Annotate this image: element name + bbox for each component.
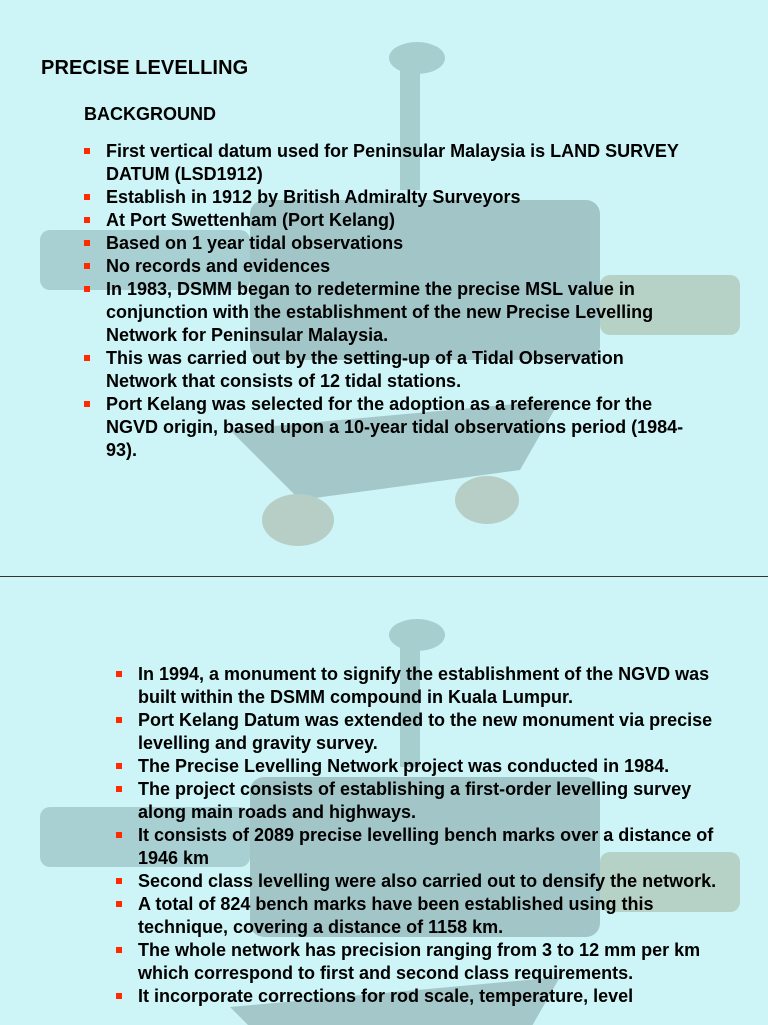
bullet-list — [84, 140, 684, 462]
bullet-list — [116, 663, 726, 1008]
list-item: The whole network has precision ranging from 3 to 12 mm per km which correspond to first and second class requirements. — [116, 939, 726, 985]
list-item: It incorporate corrections for rod scale, temperature, level — [116, 985, 726, 1008]
list-item: At Port Swettenham (Port Kelang) — [84, 209, 684, 232]
list-item: This was carried out by the setting-up of a Tidal Observation Network that consists of 12 tidal stations. — [84, 347, 684, 393]
list-item: Second class levelling were also carried out to densify the network. — [116, 870, 726, 893]
list-item: The Precise Levelling Network project was conducted in 1984. — [116, 755, 726, 778]
list-item: The project consists of establishing a first-order levelling survey along main roads and highways. — [116, 778, 726, 824]
list-item: Port Kelang Datum was extended to the new monument via precise levelling and gravity survey. — [116, 709, 726, 755]
list-item: Based on 1 year tidal observations — [84, 232, 684, 255]
list-item: In 1994, a monument to signify the establishment of the NGVD was built within the DSMM compound in Kuala Lumpur. — [116, 663, 726, 709]
list-item: It consists of 2089 precise levelling bench marks over a distance of 1946 km — [116, 824, 726, 870]
slide-title: PRECISE LEVELLING — [41, 57, 249, 79]
list-item: Port Kelang was selected for the adoption as a reference for the NGVD origin, based upon a 10-year tidal observations period (1984-93). — [84, 393, 684, 462]
slide-2 — [0, 576, 768, 1025]
list-item: Establish in 1912 by British Admiralty Surveyors — [84, 186, 684, 209]
section-heading: BACKGROUND — [84, 104, 216, 124]
list-item: A total of 824 bench marks have been established using this technique, covering a distance of 1158 km. — [116, 893, 726, 939]
list-item: First vertical datum used for Peninsular Malaysia is LAND SURVEY DATUM (LSD1912) — [84, 140, 684, 186]
list-item: No records and evidences — [84, 255, 684, 278]
list-item: In 1983, DSMM began to redetermine the precise MSL value in conjunction with the establishment of the new Precise Levelling Network for Peninsular Malaysia. — [84, 278, 684, 347]
